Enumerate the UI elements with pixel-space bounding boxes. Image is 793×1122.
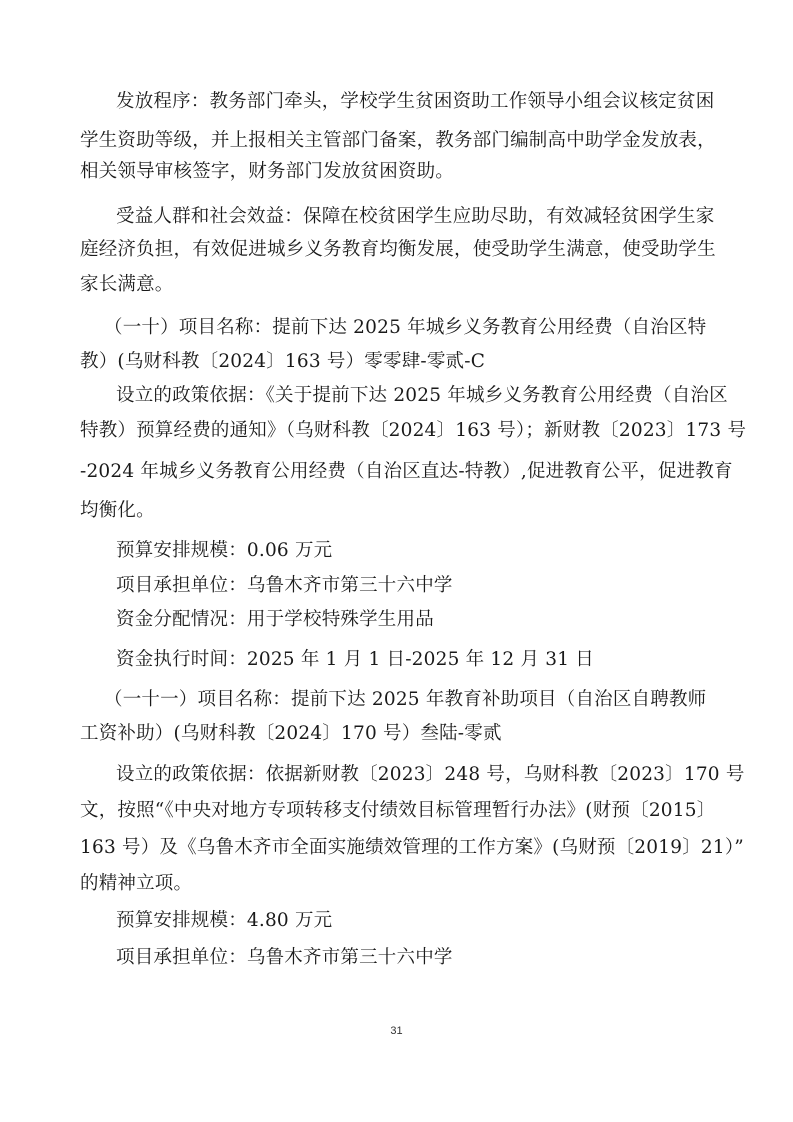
- paragraph-line: 受益人群和社会效益：保障在校贫困学生应助尽助，有效减轻贫困学生家: [116, 206, 715, 227]
- section-heading: 教）(乌财科教〔2024〕163 号）零零肆-零贰-C: [80, 351, 486, 372]
- paragraph-line: 家长满意。: [80, 274, 174, 295]
- paragraph-line: 163 号）及《乌鲁木齐市全面实施绩效管理的工作方案》(乌财预〔2019〕21）”: [80, 837, 744, 858]
- paragraph-line: -2024 年城乡义务教育公用经费（自治区直达-特教）,促进教育公平，促进教育: [80, 461, 733, 482]
- paragraph-line: 发放程序：教务部门牵头，学校学生贫困资助工作领导小组会议核定贫困: [116, 91, 715, 112]
- paragraph-line: 学生资助等级，并上报相关主管部门备案，教务部门编制高中助学金发放表，: [80, 130, 716, 151]
- paragraph-line: 资金执行时间：2025 年 1 月 1 日-2025 年 12 月 31 日: [116, 649, 594, 670]
- paragraph-line: 均衡化。: [80, 500, 155, 521]
- paragraph-line: 设立的政策依据：《关于提前下达 2025 年城乡义务教育公用经费（自治区: [116, 385, 728, 406]
- paragraph-line: 的精神立项。: [80, 873, 193, 894]
- paragraph-line: 预算安排规模：0.06 万元: [116, 540, 333, 561]
- paragraph-line: 庭经济负担，有效促进城乡义务教育均衡发展，使受助学生满意，使受助学生: [80, 239, 716, 260]
- paragraph-line: 预算安排规模：4.80 万元: [116, 910, 333, 931]
- section-heading: （一十）项目名称：提前下达 2025 年城乡义务教育公用经费（自治区特: [104, 317, 707, 338]
- paragraph-line: 设立的政策依据：依据新财教〔2023〕248 号，乌财科教〔2023〕170 号: [116, 764, 745, 785]
- paragraph-line: 资金分配情况：用于学校特殊学生用品: [116, 609, 434, 630]
- paragraph-line: 文，按照“《中央对地方专项转移支付绩效目标管理暂行办法》(财预〔2015〕: [80, 800, 716, 821]
- page-number: 31: [390, 1025, 403, 1037]
- paragraph-line: 相关领导审核签字，财务部门发放贫困资助。: [80, 161, 455, 182]
- paragraph-line: 项目承担单位：乌鲁木齐市第三十六中学: [116, 575, 453, 596]
- paragraph-line: 项目承担单位：乌鲁木齐市第三十六中学: [116, 947, 453, 968]
- paragraph-line: 特教）预算经费的通知》（乌财科教〔2024〕163 号）；新财教〔2023〕173 号: [80, 420, 747, 441]
- section-heading: （一十一）项目名称：提前下达 2025 年教育补助项目（自治区自聘教师: [104, 689, 707, 710]
- section-heading: 工资补助）(乌财科教〔2024〕170 号）叁陆-零贰: [80, 723, 502, 744]
